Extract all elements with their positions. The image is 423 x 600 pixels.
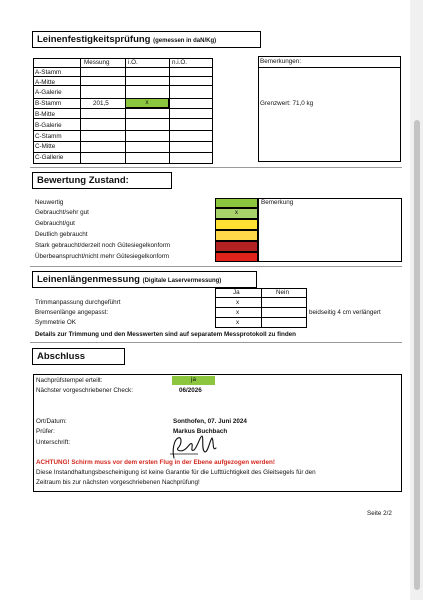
section-title-condition: [32, 172, 172, 189]
line-length-subtitle: (Digitale Laservermessung): [142, 278, 222, 284]
condition-label-stark: Stark gebraucht/derzeit noch Gütesiegelkonform: [35, 242, 171, 249]
section-title-line-length: [32, 271, 257, 288]
condition-swatch-ueberbeansprucht: [215, 252, 258, 262]
condition-swatch-sehr-gut: [215, 208, 258, 219]
brake-note: beidseitig 4 cm verlängert: [309, 309, 381, 316]
condition-label-gut: Gebraucht/gut: [35, 220, 75, 227]
condition-swatch-deutlich: [215, 230, 258, 241]
remarks-label: Bemerkungen:: [260, 58, 301, 65]
b-stamm-measurement: 201,5: [93, 100, 109, 107]
condition-mark: x: [234, 209, 239, 216]
row-label-c-mitte: C-Mitte: [35, 143, 56, 150]
vertical-scrollbar[interactable]: [411, 0, 423, 600]
scrollbar-thumb[interactable]: [414, 120, 420, 590]
row-label-b-stamm: B-Stamm: [35, 100, 62, 107]
next-check-value: 06/2026: [179, 387, 202, 394]
line-strength-subtitle: (gemessen in daN/Kg): [153, 38, 217, 44]
row-label-a-galerie: A-Galerie: [35, 89, 62, 96]
col-header-io: i.O.: [128, 59, 138, 66]
signature-label: Unterschrift:: [36, 439, 70, 446]
inspector-value: Markus Buchbach: [173, 428, 228, 435]
condition-remark-box: [258, 198, 402, 262]
condition-label-ueberbeansprucht: Überbeansprucht/nicht mehr Gütesiegelkonform: [35, 253, 170, 260]
condition-label-deutlich: Deutlich gebraucht: [35, 231, 88, 238]
condition-swatch-stark: [215, 241, 258, 252]
signature-image: [168, 432, 228, 462]
condition-title: Bewertung Zustand:: [37, 175, 129, 186]
length-label-symmetry: Symmetrie OK: [35, 319, 76, 326]
col-header-nein: Nein: [276, 289, 289, 296]
warning-text: ACHTUNG! Schirm muss vor dem ersten Flug in der Ebene aufgezogen werden!: [36, 459, 275, 466]
next-check-label: Nächster vorgeschriebener Check:: [36, 387, 133, 394]
page-number: Seite 2/2: [367, 510, 392, 517]
section-title-conclusion: [32, 348, 125, 365]
length-label-brake: Bremsenlänge angepasst:: [35, 309, 109, 316]
condition-remark-header: Bemerkung: [261, 199, 294, 206]
length-mark-trim: x: [236, 299, 240, 306]
stamp-value: ja: [191, 376, 196, 383]
condition-label-sehr-gut: Gebraucht/sehr gut: [35, 209, 89, 216]
row-label-b-mitte: B-Mitte: [35, 111, 55, 118]
length-mark-brake: x: [236, 309, 240, 316]
inspector-label: Prüfer:: [36, 428, 55, 435]
line-length-title: Leinenlängenmessung: [37, 274, 140, 285]
col-header-nio: n.i.O.: [172, 59, 188, 66]
b-stamm-io-cell: [125, 98, 169, 108]
row-label-b-galerie: B-Galerie: [35, 122, 62, 129]
row-label-a-stamm: A-Stamm: [35, 69, 62, 76]
condition-label-neuwertig: Neuwertig: [35, 199, 64, 206]
disclaimer-line-2: Zeitraum bis zur nächsten vorgeschriebenen Nachprüfung!: [36, 479, 200, 486]
row-label-a-mitte: A-Mitte: [35, 79, 55, 86]
place-date-value: Sonthofen, 07. Juni 2024: [173, 418, 247, 425]
col-header-ja: Ja: [233, 289, 240, 296]
row-label-c-stamm: C-Stamm: [35, 133, 62, 140]
length-mark-symmetry: x: [236, 319, 240, 326]
conclusion-title: Abschluss: [37, 351, 86, 362]
condition-swatch-neuwertig: [215, 198, 258, 208]
condition-swatch-gut: [215, 219, 258, 230]
b-stamm-io-mark: x: [145, 99, 149, 106]
length-footnote: Details zur Trimmung und den Messwerten sind auf separatem Messprotokoll zu finden: [35, 331, 297, 338]
row-label-c-gallerie: C-Gallerie: [35, 154, 64, 161]
stamp-value-cell: [172, 376, 215, 385]
remarks-box: [258, 56, 401, 162]
disclaimer-line-1: Diese Instandhaltungsbescheinigung ist keine Garantie für die Lufttüchtigkeit des Gleitsegels für den: [36, 469, 316, 476]
length-label-trim: Trimmanpassung durchgeführt: [35, 299, 121, 306]
section-title-line-strength: [32, 31, 261, 48]
place-date-label: Ort/Datum:: [36, 418, 67, 425]
line-strength-title: Leinenfestigkeitsprüfung: [37, 34, 151, 45]
remark-limit-value: Grenzwert: 71,0 kg: [260, 100, 314, 107]
stamp-label: Nachprüfstempel erteilt:: [36, 377, 103, 384]
col-header-measure: Messung: [84, 59, 110, 66]
